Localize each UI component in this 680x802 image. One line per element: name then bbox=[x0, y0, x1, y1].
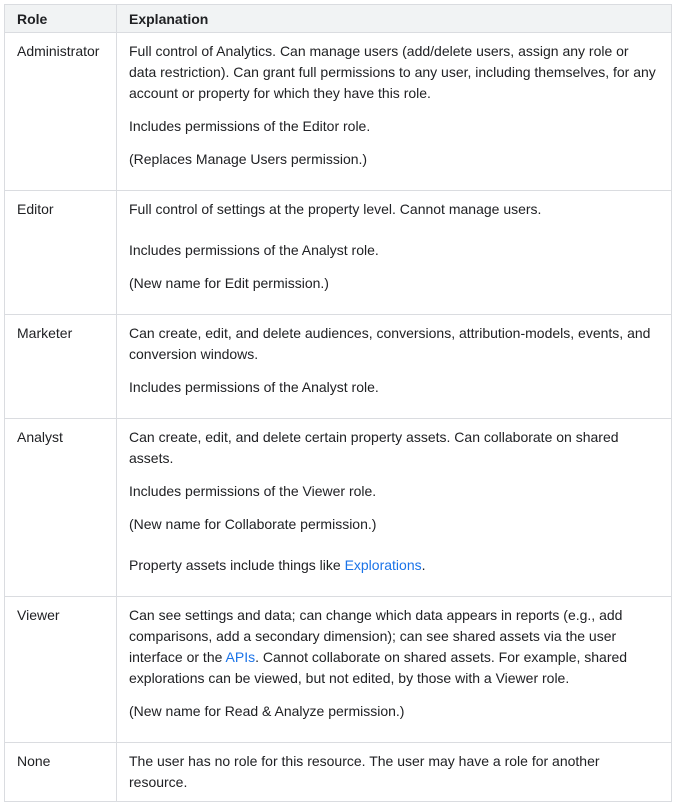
explanation-paragraph: Includes permissions of the Viewer role. bbox=[129, 483, 377, 499]
explanation-paragraph: Includes permissions of the Analyst role. bbox=[129, 242, 379, 258]
role-explanation bbox=[117, 743, 672, 802]
role-column-header: Role bbox=[5, 5, 117, 33]
table-row-viewer bbox=[5, 597, 672, 743]
role-name: Administrator bbox=[5, 33, 117, 191]
explanation-paragraph: Includes permissions of the Editor role. bbox=[129, 118, 371, 134]
role-explanation bbox=[117, 191, 672, 315]
role-name: Analyst bbox=[5, 419, 117, 597]
role-explanation bbox=[117, 419, 672, 597]
apis-link[interactable]: APIs bbox=[225, 649, 256, 665]
role-name: None bbox=[5, 743, 117, 802]
explanation-paragraph: (New name for Read & Analyze permission.) bbox=[129, 703, 405, 719]
explanation-paragraph: (New name for Edit permission.) bbox=[129, 275, 329, 291]
explanation-paragraph bbox=[129, 605, 659, 689]
explanation-paragraph: Can create, edit, and delete certain property assets. Can collaborate on shared assets. bbox=[129, 429, 619, 466]
table-row-administrator bbox=[5, 33, 672, 191]
role-name: Viewer bbox=[5, 597, 117, 743]
explanation-paragraph: Full control of Analytics. Can manage users (add/delete users, assign any role or data restriction). Can grant full permissions to any user, including themselves, for any account or property for which they have this role. bbox=[129, 43, 656, 101]
explanation-paragraph: The user has no role for this resource. The user may have a role for another resource. bbox=[129, 753, 600, 790]
role-explanation bbox=[117, 33, 672, 191]
table-row-editor bbox=[5, 191, 672, 315]
table-header-row bbox=[5, 5, 672, 33]
explanation-text: Property assets include things like bbox=[129, 557, 345, 573]
roles-table bbox=[4, 4, 672, 802]
table-row-none bbox=[5, 743, 672, 802]
explanation-text: Can see settings and data; can change which data appears in reports (e.g., add comparisons, add a secondary dimension); can see shared assets via the user interface or the bbox=[129, 607, 623, 665]
explorations-link[interactable]: Explorations bbox=[344, 557, 422, 573]
explanation-paragraph bbox=[129, 555, 659, 576]
explanation-paragraph: Can create, edit, and delete audiences, conversions, attribution-models, events, and conversion windows. bbox=[129, 325, 651, 362]
role-explanation bbox=[117, 315, 672, 419]
role-name: Editor bbox=[5, 191, 117, 315]
explanation-text: . bbox=[421, 557, 426, 573]
explanation-text: . Cannot collaborate on shared assets. For example, shared explorations can be viewed, but not edited, by those with a Viewer role. bbox=[129, 649, 628, 686]
explanation-paragraph: Includes permissions of the Analyst role. bbox=[129, 379, 379, 395]
explanation-paragraph: (Replaces Manage Users permission.) bbox=[129, 151, 368, 167]
role-name: Marketer bbox=[5, 315, 117, 419]
explanation-column-header: Explanation bbox=[117, 5, 672, 33]
table-row-analyst bbox=[5, 419, 672, 597]
explanation-paragraph: Full control of settings at the property level. Cannot manage users. bbox=[129, 201, 542, 217]
table-row-marketer bbox=[5, 315, 672, 419]
role-explanation bbox=[117, 597, 672, 743]
explanation-paragraph: (New name for Collaborate permission.) bbox=[129, 516, 377, 532]
